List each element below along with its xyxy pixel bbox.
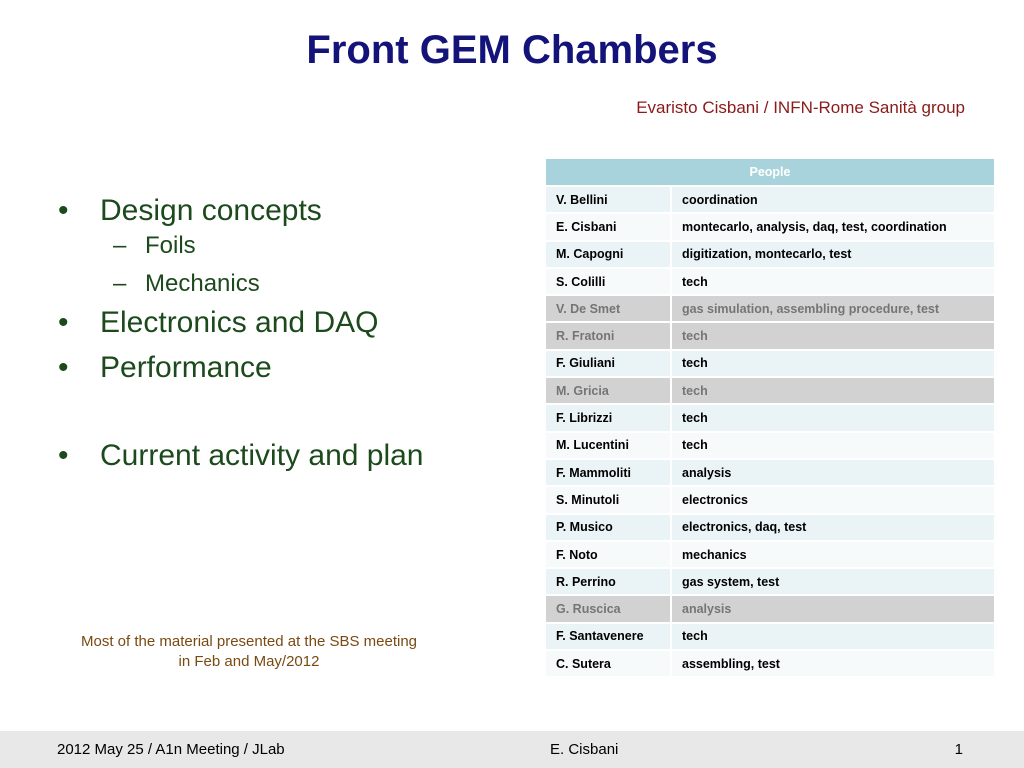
bullet-current-activity xyxy=(58,441,508,471)
person-role: tech xyxy=(672,433,994,458)
person-role: electronics xyxy=(672,487,994,512)
bullet-text: Performance xyxy=(100,351,272,384)
table-row xyxy=(546,242,994,267)
person-name: F. Santavenere xyxy=(546,624,670,649)
people-table-header-row xyxy=(546,159,994,185)
person-name: R. Perrino xyxy=(546,569,670,594)
person-role: tech xyxy=(672,269,994,294)
person-name: M. Capogni xyxy=(546,242,670,267)
footer-meeting: 2012 May 25 / A1n Meeting / JLab xyxy=(57,741,285,758)
bullet-icon: • xyxy=(58,306,69,339)
slide-title: Front GEM Chambers xyxy=(306,28,718,72)
sub-bullet-foils xyxy=(58,234,508,258)
bullet-icon: • xyxy=(58,439,69,472)
bullet-icon: • xyxy=(58,194,69,227)
table-row xyxy=(546,433,994,458)
person-name: S. Colilli xyxy=(546,269,670,294)
person-role: tech xyxy=(672,624,994,649)
table-row xyxy=(546,351,994,376)
person-name: F. Noto xyxy=(546,542,670,567)
table-row xyxy=(546,296,994,321)
table-row xyxy=(546,651,994,676)
person-role: tech xyxy=(672,378,994,403)
person-role: coordination xyxy=(672,187,994,212)
person-name: F. Giuliani xyxy=(546,351,670,376)
bullet-electronics xyxy=(58,308,508,338)
material-note xyxy=(48,632,450,672)
table-row xyxy=(546,624,994,649)
bullet-design-concepts xyxy=(58,196,508,226)
bullet-text: Design concepts xyxy=(100,194,322,227)
table-row xyxy=(546,214,994,239)
table-row xyxy=(546,460,994,485)
table-row xyxy=(546,487,994,512)
person-role: tech xyxy=(672,405,994,430)
person-role: tech xyxy=(672,351,994,376)
sub-bullet-text: Mechanics xyxy=(145,270,260,297)
person-name: M. Lucentini xyxy=(546,433,670,458)
table-row xyxy=(546,323,994,348)
person-name: P. Musico xyxy=(546,515,670,540)
sub-bullet-text: Foils xyxy=(145,232,196,259)
person-name: M. Gricia xyxy=(546,378,670,403)
note-line-1: Most of the material presented at the SBS meeting xyxy=(80,633,417,650)
slide-footer xyxy=(0,731,1024,768)
person-name: R. Fratoni xyxy=(546,323,670,348)
person-name: S. Minutoli xyxy=(546,487,670,512)
person-role: tech xyxy=(672,323,994,348)
person-name: G. Ruscica xyxy=(546,596,670,621)
bullet-list xyxy=(58,196,508,471)
table-row xyxy=(546,596,994,621)
person-role: assembling, test xyxy=(672,651,994,676)
person-role: gas system, test xyxy=(672,569,994,594)
table-row xyxy=(546,187,994,212)
people-table xyxy=(544,157,996,678)
table-row xyxy=(546,269,994,294)
person-role: analysis xyxy=(672,596,994,621)
person-role: electronics, daq, test xyxy=(672,515,994,540)
person-name: V. Bellini xyxy=(546,187,670,212)
person-role: gas simulation, assembling procedure, test xyxy=(672,296,994,321)
note-line-2: in Feb and May/2012 xyxy=(178,653,320,670)
slide-subtitle: Evaristo Cisbani / INFN-Rome Sanità group xyxy=(636,98,965,117)
person-name: E. Cisbani xyxy=(546,214,670,239)
person-role: analysis xyxy=(672,460,994,485)
person-name: C. Sutera xyxy=(546,651,670,676)
person-name: V. De Smet xyxy=(546,296,670,321)
sub-bullet-mechanics xyxy=(58,272,508,296)
table-row xyxy=(546,569,994,594)
bullet-icon: • xyxy=(58,351,69,384)
dash-icon: – xyxy=(113,270,127,297)
table-row xyxy=(546,542,994,567)
table-row xyxy=(546,378,994,403)
person-role: montecarlo, analysis, daq, test, coordination xyxy=(672,214,994,239)
footer-author: E. Cisbani xyxy=(550,741,619,758)
bullet-text: Electronics and DAQ xyxy=(100,306,379,339)
bullet-text: Current activity and plan xyxy=(100,439,424,472)
person-role: digitization, montecarlo, test xyxy=(672,242,994,267)
person-name: F. Librizzi xyxy=(546,405,670,430)
people-table-header: People xyxy=(546,159,994,185)
page-number: 1 xyxy=(954,741,963,758)
dash-icon: – xyxy=(113,232,127,259)
bullet-performance xyxy=(58,353,508,383)
table-row xyxy=(546,515,994,540)
table-row xyxy=(546,405,994,430)
person-role: mechanics xyxy=(672,542,994,567)
people-table-body xyxy=(546,187,994,676)
person-name: F. Mammoliti xyxy=(546,460,670,485)
